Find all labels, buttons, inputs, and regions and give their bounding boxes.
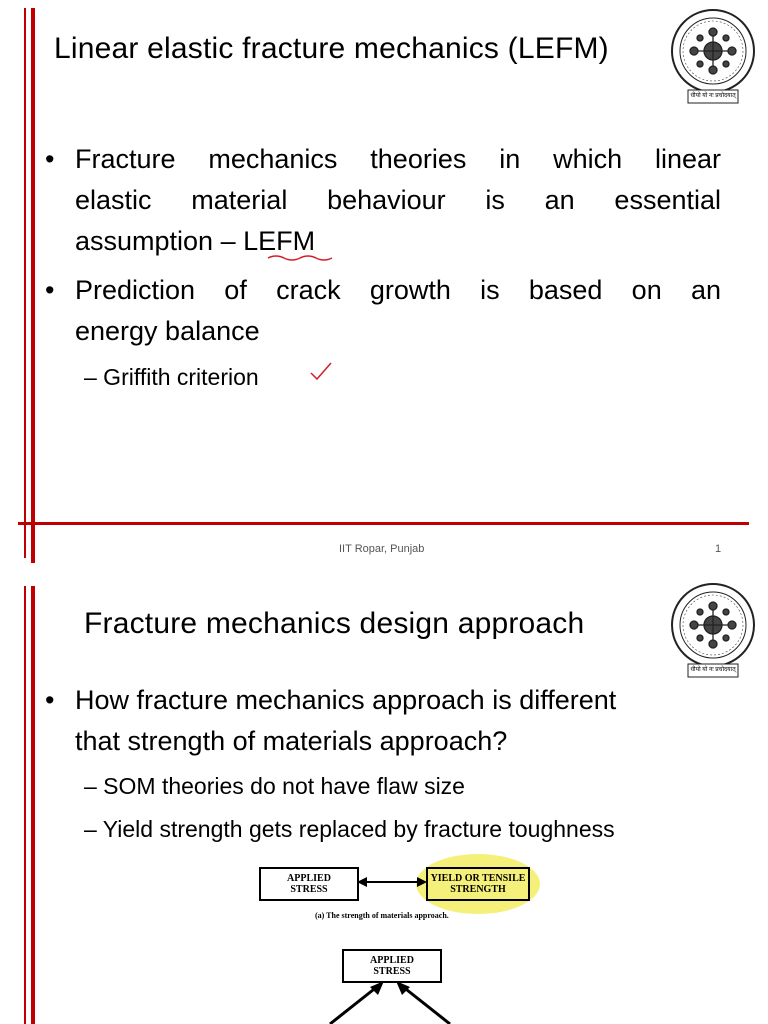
slide1-left-rule-a (24, 8, 26, 558)
institute-logo (670, 6, 756, 106)
bullet-line: energy balance (75, 316, 260, 346)
slide1-title: Linear elastic fracture mechanics (LEFM) (54, 32, 609, 65)
yield-strength-box (426, 867, 530, 901)
double-arrow (357, 875, 427, 889)
applied-stress-box (259, 867, 359, 901)
slide2-bullet-1 (45, 680, 617, 762)
bullet-line: elastic material behaviour is an essential (75, 185, 721, 215)
bullet-line: assumption – (75, 226, 244, 256)
box-label: APPLIED (287, 873, 331, 884)
slide2-title: Fracture mechanics design approach (84, 607, 585, 640)
bullet-line: Prediction of crack growth is based on an (75, 275, 721, 305)
slide1-page-number: 1 (715, 543, 722, 555)
box-label: YIELD OR TENSILE (430, 873, 526, 884)
slide2-sub-2: – Yield strength gets replaced by fracture toughness (84, 816, 615, 842)
bullet-dot: • (45, 685, 55, 715)
slide1-footer: IIT Ropar, Punjab (339, 543, 425, 555)
slide1-bottom-rule (18, 522, 749, 525)
box-label: STRESS (373, 966, 411, 977)
diagram-caption: (a) The strength of materials approach. (315, 911, 449, 920)
logo-motto: धीयो यो नः प्रचोदयात् (690, 93, 736, 99)
institute-logo (670, 580, 756, 680)
logo-motto: धीयो यो नः प्रचोदयात् (690, 667, 736, 673)
box-label: APPLIED (370, 955, 414, 966)
bullet-dot: • (45, 275, 55, 305)
bullet-dot: • (45, 144, 55, 174)
slide1-bullet-1 (45, 139, 721, 221)
underline-annotation (266, 252, 346, 264)
slide1-bullet-2-line2 (75, 311, 260, 352)
diverging-arrows (320, 978, 460, 1024)
slide1-sub-1: – Griffith criterion (84, 364, 259, 390)
bullet-line: Fracture mechanics theories in which linear (75, 144, 721, 174)
slide2-left-rule-a (24, 586, 26, 1024)
bullet-line: that strength of materials approach? (75, 726, 508, 756)
box-label: STRESS (290, 884, 328, 895)
box-label: STRENGTH (450, 884, 506, 895)
slide1-left-rule-b (31, 8, 35, 563)
lefm-term: LEFM (243, 226, 316, 256)
slide2-left-rule-b (31, 586, 35, 1024)
bullet-line: How fracture mechanics approach is different (75, 685, 617, 715)
slide2-sub-1: – SOM theories do not have flaw size (84, 773, 465, 799)
checkmark-annotation-icon (308, 360, 334, 382)
slide1-bullet-2 (45, 270, 721, 311)
